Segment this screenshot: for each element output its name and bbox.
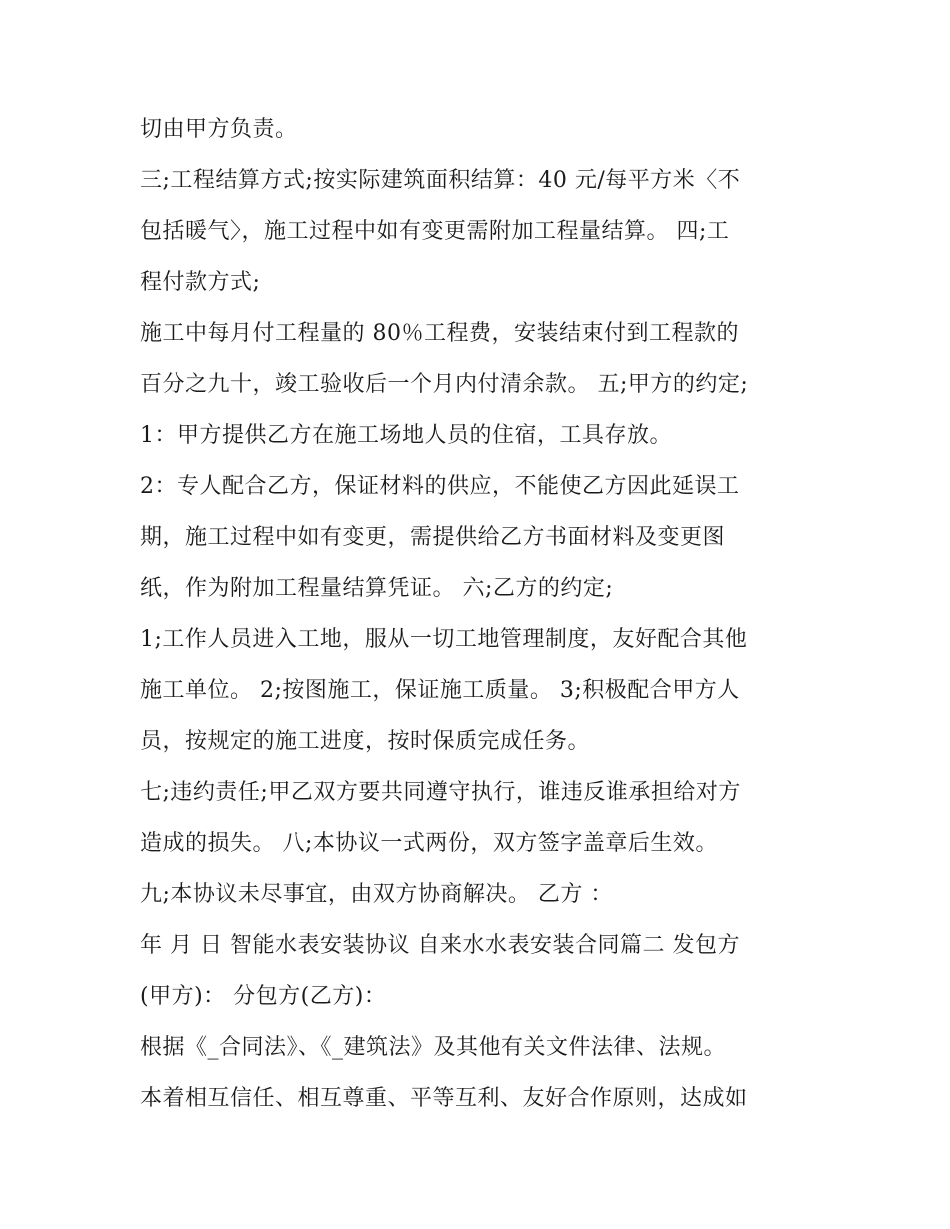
text-line: 施工中每月付工程量的 80％工程费，安装结束付到工程款的: [140, 321, 739, 346]
text-line: 纸，作为附加工程量结算凭证。 六;乙方的约定;: [140, 576, 614, 601]
text-line: 七;违约责任;甲乙双方要共同遵守执行，谁违反谁承担给对方: [140, 780, 741, 805]
text-line: 程付款方式;: [140, 270, 261, 295]
text-line: 年 月 日 智能水表安装协议 自来水水表安装合同篇二 发包方: [140, 933, 740, 958]
text-line: 包括暖气〉，施工过程中如有变更需附加工程量结算。 四;工: [140, 219, 730, 244]
text-line: 期，施工过程中如有变更，需提供给乙方书面材料及变更图: [140, 525, 726, 550]
text-line: 2：专人配合乙方，保证材料的供应，不能使乙方因此延误工: [140, 474, 740, 499]
text-line: 1;工作人员进入工地，服从一切工地管理制度，友好配合其他: [140, 627, 748, 652]
text-line: 百分之九十，竣工验收后一个月内付清余款。 五;甲方的约定;: [140, 372, 749, 397]
text-line: 员，按规定的施工进度，按时保质完成任务。: [140, 729, 591, 754]
text-line: (甲方)： 分包方(乙方)：: [140, 984, 387, 1009]
text-line: 三;工程结算方式;按实际建筑面积结算：40 元/每平方米〈不: [140, 168, 741, 193]
text-line: 九;本协议未尽事宜，由双方协商解决。 乙方 ：: [140, 882, 613, 907]
text-line: 根据《_合同法》、《_建筑法》及其他有关文件法律、法规。: [140, 1035, 727, 1060]
text-line: 切由甲方负责。: [140, 117, 298, 142]
text-line: 1：甲方提供乙方在施工场地人员的住宿，工具存放。: [140, 423, 672, 448]
document-body: [140, 108, 830, 1128]
text-line: 本着相互信任、相互尊重、平等互利、友好合作原则，达成如: [140, 1086, 748, 1111]
text-line: 造成的损失。 八;本协议一式两份，双方签字盖章后生效。: [140, 831, 718, 856]
text-line: 施工单位。 2;按图施工，保证施工质量。 3;积极配合甲方人: [140, 678, 740, 703]
